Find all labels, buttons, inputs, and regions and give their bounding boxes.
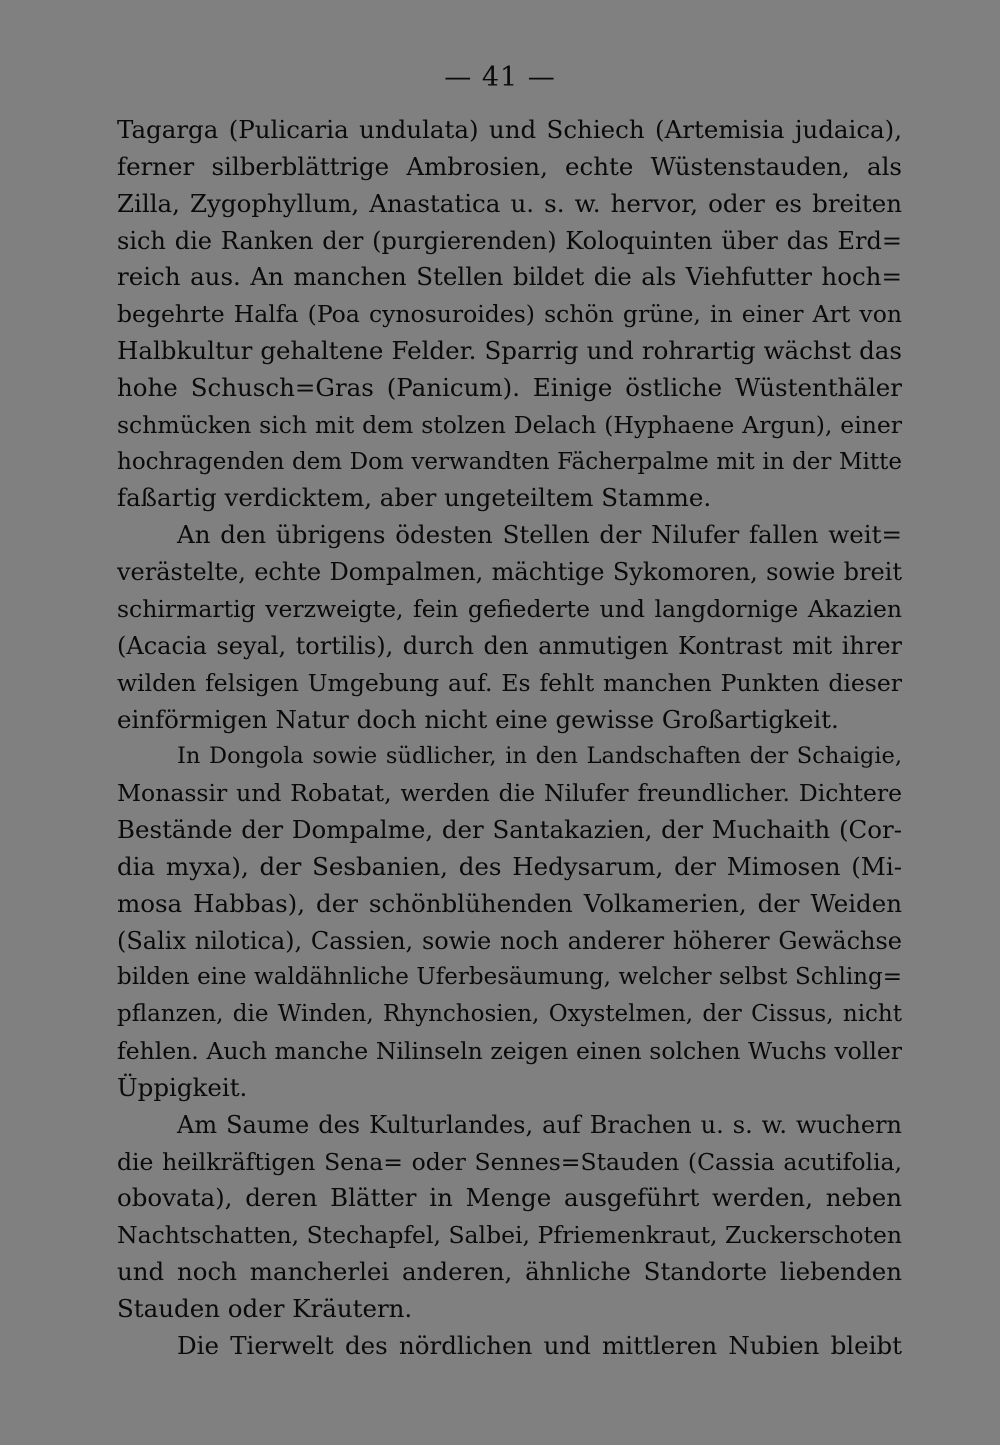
text-line: Tagarga (Pulicaria undulata) und Schiech (Artemisia judaica), bbox=[117, 115, 902, 144]
text-line: schmücken sich mit dem stolzen Delach (Hyphaene Argun), einer bbox=[117, 410, 902, 439]
text-line: und noch mancherlei anderen, ähnliche Standorte liebenden bbox=[117, 1257, 902, 1287]
text-line: Bestände der Dompalme, der Santakazien, der Muchaith (Cor- bbox=[117, 815, 902, 845]
text-line: In Dongola sowie südlicher, in den Landschaften der Schaigie, bbox=[177, 743, 902, 770]
paragraph-1 bbox=[117, 112, 902, 517]
text-line: sich die Ranken der (purgierenden) Koloquinten über das Erd= bbox=[117, 226, 902, 255]
text-line: hohe Schusch=Gras (Panicum). Einige östliche Wüstenthäler bbox=[117, 372, 902, 402]
text-line: (Salix nilotica), Cassien, sowie noch anderer höherer Gewächse bbox=[117, 926, 902, 955]
text-line: ferner silberblättrige Ambrosien, echte Wüstenstauden, als bbox=[117, 151, 902, 181]
text-line: An den übrigens ödesten Stellen der Nilufer fallen weit= bbox=[177, 520, 902, 550]
paragraph-2 bbox=[117, 517, 902, 738]
text-line: verästelte, echte Dompalmen, mächtige Sykomoren, sowie breit bbox=[117, 558, 902, 587]
text-line: faßartig verdicktem, aber ungeteiltem Stamme. bbox=[117, 483, 712, 513]
text-line: dia myxa), der Sesbanien, des Hedysarum, der Mimosen (Mi- bbox=[117, 851, 902, 881]
paragraph-5 bbox=[117, 1328, 902, 1365]
text-line: einförmigen Natur doch nicht eine gewisse Großartigkeit. bbox=[117, 704, 839, 734]
text-line: Stauden oder Kräutern. bbox=[117, 1294, 413, 1323]
text-line: Monassir und Robatat, werden die Nilufer freundlicher. Dichtere bbox=[117, 779, 902, 808]
text-line: pflanzen, die Winden, Rhynchosien, Oxystelmen, der Cissus, nicht bbox=[117, 1001, 902, 1028]
text-line: Üppigkeit. bbox=[117, 1072, 248, 1102]
text-line: bilden eine waldähnliche Uferbesäumung, welcher selbst Schling= bbox=[117, 964, 902, 991]
page-number: — 41 — bbox=[444, 62, 556, 93]
text-line: Am Saume des Kulturlandes, auf Brachen u. s. w. wuchern bbox=[177, 1110, 902, 1139]
text-line: Die Tierwelt des nördlichen und mittleren Nubien bleibt bbox=[177, 1330, 902, 1360]
text-line: hochragenden dem Dom verwandten Fächerpalme mit in der Mitte bbox=[117, 448, 902, 475]
text-line: schirmartig verzweigte, fein gefiederte und langdornige Akazien bbox=[117, 594, 902, 623]
text-line: reich aus. An manchen Stellen bildet die als Viehfutter hoch= bbox=[117, 262, 902, 292]
text-line: fehlen. Auch manche Nilinseln zeigen einen solchen Wuchs voller bbox=[117, 1037, 902, 1066]
body-text bbox=[117, 112, 902, 1365]
text-line: (Acacia seyal, tortilis), durch den anmutigen Kontrast mit ihrer bbox=[117, 631, 902, 660]
text-line: begehrte Halfa (Poa cynosuroides) schön grüne, in einer Art von bbox=[117, 300, 902, 329]
text-line: Zilla, Zygophyllum, Anastatica u. s. w. hervor, oder es breiten bbox=[117, 188, 902, 218]
text-line: wilden felsigen Umgebung auf. Es fehlt manchen Punkten dieser bbox=[117, 668, 902, 697]
text-line: Halbkultur gehaltene Felder. Sparrig und rohrartig wächst das bbox=[117, 336, 902, 366]
paragraph-3 bbox=[117, 738, 902, 1106]
text-line: die heilkräftigen Sena= oder Sennes=Stauden (Cassia acutifolia, bbox=[117, 1147, 902, 1176]
paragraph-4 bbox=[117, 1107, 902, 1328]
text-line: mosa Habbas), der schönblühenden Volkamerien, der Weiden bbox=[117, 888, 902, 918]
text-line: obovata), deren Blätter in Menge ausgeführt werden, neben bbox=[117, 1183, 902, 1213]
text-line: Nachtschatten, Stechapfel, Salbei, Pfriemenkraut, Zuckerschoten bbox=[117, 1221, 902, 1250]
